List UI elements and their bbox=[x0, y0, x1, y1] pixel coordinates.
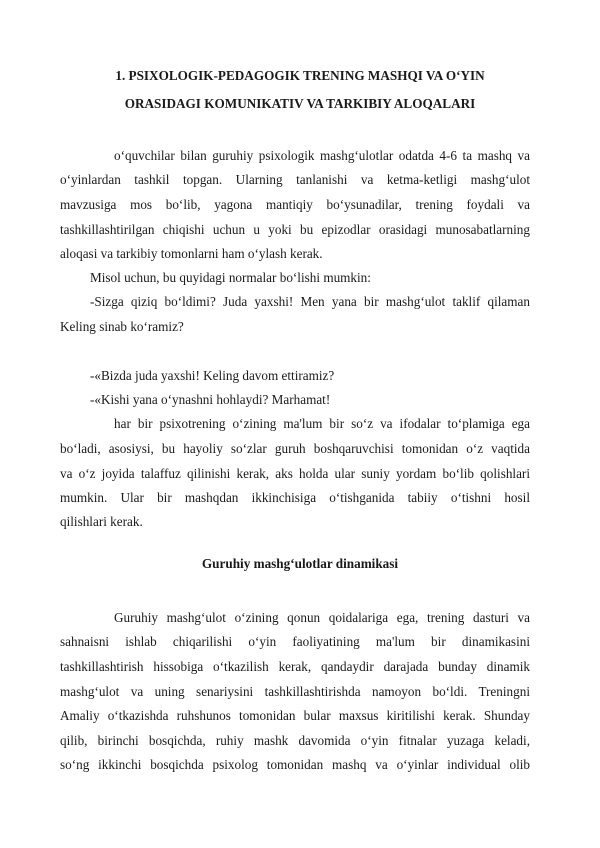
dialogue-line: -«Bizda juda yaxshi! Keling davom ettiramiz? bbox=[90, 368, 335, 383]
paragraph-line: va o‘z joyida talaffuz qilinishi kerak, aks holda ular suniy yordam bo‘lib qolishlari bbox=[60, 466, 530, 481]
paragraph-line: mashg‘ulot va uning senariysini tashkillashtirishda namoyon bo‘ldi. Treningni bbox=[60, 684, 530, 699]
section-subheading: Guruhiy mashg‘ulotlar dinamikasi bbox=[201, 556, 399, 571]
paragraph-line: qilishlari kerak. bbox=[60, 514, 143, 529]
paragraph-line: tashkillashtirilgan chiqishi uchun u yoki bu epizodlar orasidagi munosabatlarning bbox=[60, 222, 530, 237]
paragraph-line: har bir psixotrening o‘zining ma'lum bir so‘z va ifodalar to‘plamiga ega bbox=[114, 416, 530, 431]
paragraph-line: qilib, birinchi bosqichda, ruhiy mashk davomida o‘yin fitnalar yuzaga keladi, bbox=[60, 733, 530, 748]
dialogue-line: -Sizga qiziq bo‘ldimi? Juda yaxshi! Men yana bir mashg‘ulot taklif qilaman bbox=[90, 294, 530, 309]
paragraph-line: so‘ng ikkinchi bosqichda psixolog tomonidan mashq va o‘yinlar individual olib bbox=[60, 757, 530, 772]
paragraph-line: Amaliy o‘tkazishda ruhshunos tomonidan bular maxsus kiritilishi kerak. Shunday bbox=[60, 708, 530, 723]
dialogue-line: Keling sinab ko‘ramiz? bbox=[60, 319, 184, 334]
paragraph-line: o‘quvchilar bilan guruhiy psixologik mashg‘ulotlar odatda 4-6 ta mashq va bbox=[114, 148, 530, 163]
paragraph-line: aloqasi va tarkibiy tomonlarni ham o‘ylash kerak. bbox=[60, 246, 323, 261]
title-line-1: 1. PSIXOLOGIK-PEDAGOGIK TRENING MASHQI VA O‘YIN bbox=[115, 68, 485, 83]
paragraph-line: Guruhiy mashg‘ulot o‘zining qonun qoidalariga ega, trening dasturi va bbox=[114, 610, 530, 625]
title-line-2: ORASIDAGI KOMUNIKATIV VA TARKIBIY ALOQALARI bbox=[124, 96, 476, 111]
paragraph-line: mavzusiga mos bo‘lib, yagona mantiqiy bo‘ysunadilar, trening foydali va bbox=[60, 197, 530, 212]
dialogue-line: -«Kishi yana o‘ynashni hohlaydi? Marhamat! bbox=[90, 392, 331, 407]
paragraph-line: bo‘ladi, asosiysi, bu hayoliy so‘zlar guruh boshqaruvchisi tomonidan o‘z vaqtida bbox=[60, 441, 530, 456]
paragraph-line: mumkin. Ular bir mashqdan ikkinchisiga o‘tishganida tabiiy o‘tishni hosil bbox=[60, 490, 530, 505]
paragraph-line: tashkillashtirish hissobiga o‘tkazilish kerak, qandaydir darajada bunday dinamik bbox=[60, 659, 530, 674]
paragraph-line: o‘yinlardan tashkil topgan. Ularning tanlanishi va ketma-ketligi mashg‘ulot bbox=[60, 172, 530, 187]
paragraph-line: sahnaisni ishlab chiqarilishi o‘yin faoliyatining ma'lum bir dinamikasini bbox=[60, 634, 530, 649]
paragraph-line: Misol uchun, bu quyidagi normalar bo‘lishi mumkin: bbox=[90, 270, 371, 285]
